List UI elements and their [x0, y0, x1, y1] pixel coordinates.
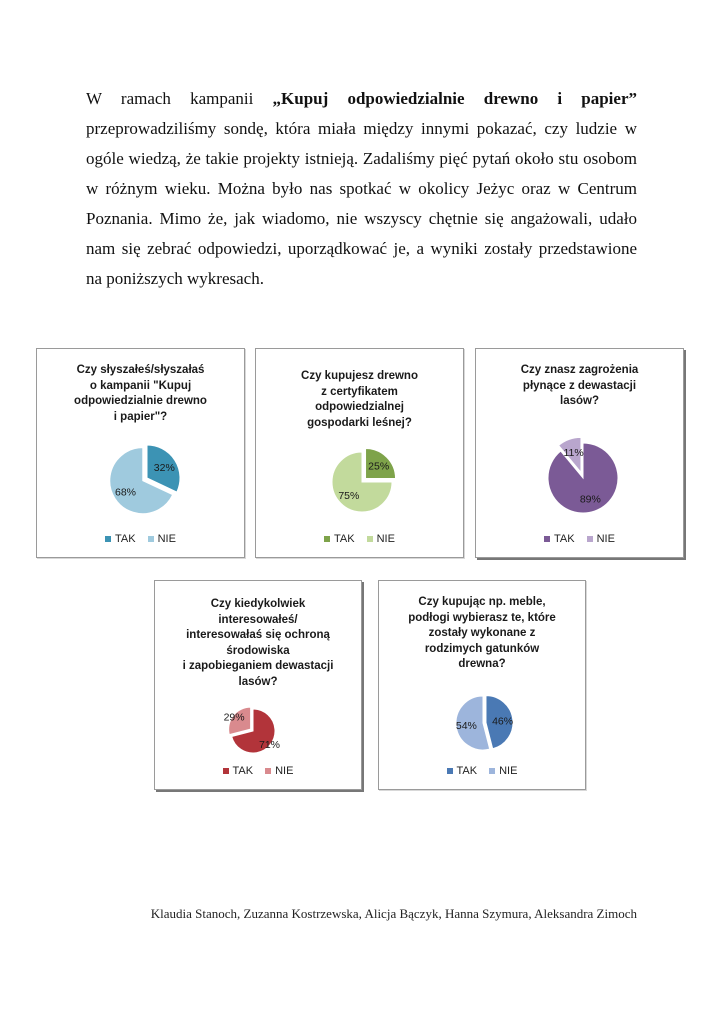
chart-legend: [37, 533, 244, 545]
slice-label-tak: 89%: [579, 493, 601, 506]
pie-chart: [155, 581, 361, 789]
chart-title: Czy kupujesz drewno z certyfikatem odpowiedzialnej gospodarki leśnej?: [301, 370, 418, 429]
slice-label-tak: 71%: [259, 738, 281, 751]
legend-item-tak: [223, 765, 254, 777]
authors-credits: Klaudia Stanoch, Zuzanna Kostrzewska, Alicja Bączyk, Hanna Szymura, Aleksandra Zimoch: [150, 906, 637, 921]
legend-swatch: [223, 768, 229, 774]
legend-label: NIE: [275, 765, 294, 777]
legend-item-tak: [324, 533, 355, 545]
slice-label-tak: 25%: [368, 460, 390, 473]
legend-label: TAK: [232, 765, 254, 777]
intro-paragraph: [86, 84, 637, 294]
legend-swatch: [447, 768, 453, 774]
slice-label-nie: 54%: [455, 720, 477, 733]
legend-label: TAK: [115, 533, 136, 545]
slice-label-nie: 68%: [114, 486, 137, 499]
campaign-name: „Kupuj odpowiedzialnie drewno i papier”: [272, 89, 637, 108]
chart-legend: [476, 533, 683, 545]
legend-label: TAK: [334, 533, 355, 545]
legend-item-tak: [544, 533, 575, 545]
legend-swatch: [148, 536, 154, 542]
pie-chart: [37, 349, 244, 557]
legend-label: NIE: [157, 533, 176, 545]
legend-item-nie: [587, 533, 615, 545]
chart-title: Czy słyszałeś/słyszałaś o kampanii "Kupuj odpowiedzialnie drewno i papier"?: [74, 364, 207, 423]
chart-1: [36, 348, 245, 558]
chart-2: [255, 348, 464, 558]
legend-item-nie: [148, 533, 176, 545]
pie-chart: [476, 349, 683, 557]
legend-label: NIE: [596, 533, 615, 545]
chart-5: [378, 580, 586, 790]
legend-swatch: [489, 768, 495, 774]
pie-chart: [379, 581, 585, 789]
legend-swatch: [544, 536, 550, 542]
intro-lead: W ramach kampanii: [86, 89, 273, 108]
legend-swatch: [367, 536, 373, 542]
slice-label-nie: 11%: [563, 446, 584, 459]
legend-swatch: [324, 536, 330, 542]
slice-label-nie: 75%: [338, 490, 360, 503]
chart-legend: [379, 765, 585, 777]
legend-item-tak: [447, 765, 478, 777]
legend-label: NIE: [376, 533, 395, 545]
chart-legend: [155, 765, 361, 777]
pie-chart: [256, 349, 463, 557]
legend-item-nie: [489, 765, 517, 777]
legend-swatch: [587, 536, 593, 542]
chart-title: Czy kiedykolwiek interesowałeś/ interesowałaś się ochroną środowiska i zapobieganiem dewastacji lasów?: [182, 598, 334, 688]
chart-title: Czy znasz zagrożenia płynące z dewastacji lasów?: [520, 364, 639, 407]
legend-item-nie: [367, 533, 395, 545]
chart-title: Czy kupując np. meble, podłogi wybierasz te, które zostały wykonane z rodzimych gatunków drewna?: [408, 596, 556, 670]
chart-legend: [256, 533, 463, 545]
slice-label-nie: 29%: [223, 711, 245, 724]
legend-item-nie: [265, 765, 293, 777]
slice-label-tak: 46%: [492, 715, 514, 728]
legend-label: NIE: [499, 765, 518, 777]
chart-4: [154, 580, 362, 790]
intro-body: przeprowadziliśmy sondę, która miała między innymi pokazać, czy ludzie w ogóle wiedzą, że takie projekty istnieją. Zadaliśmy pięć pytań około stu osobom w różnym wieku. Można było nas spotkać w okolicy Jeżyc oraz w Centrum Poznania. Mimo że, jak wiadomo, nie wszyscy chętnie się angażowali, udało nam się zebrać odpowiedzi, uporządkować je, a wyniki zostały przedstawione na poniższych wykresach.: [86, 119, 637, 288]
legend-label: TAK: [554, 533, 575, 545]
legend-swatch: [105, 536, 111, 542]
legend-swatch: [265, 768, 271, 774]
legend-label: TAK: [456, 765, 478, 777]
slice-label-tak: 32%: [153, 462, 175, 475]
chart-3: [475, 348, 684, 558]
legend-item-tak: [105, 533, 136, 545]
